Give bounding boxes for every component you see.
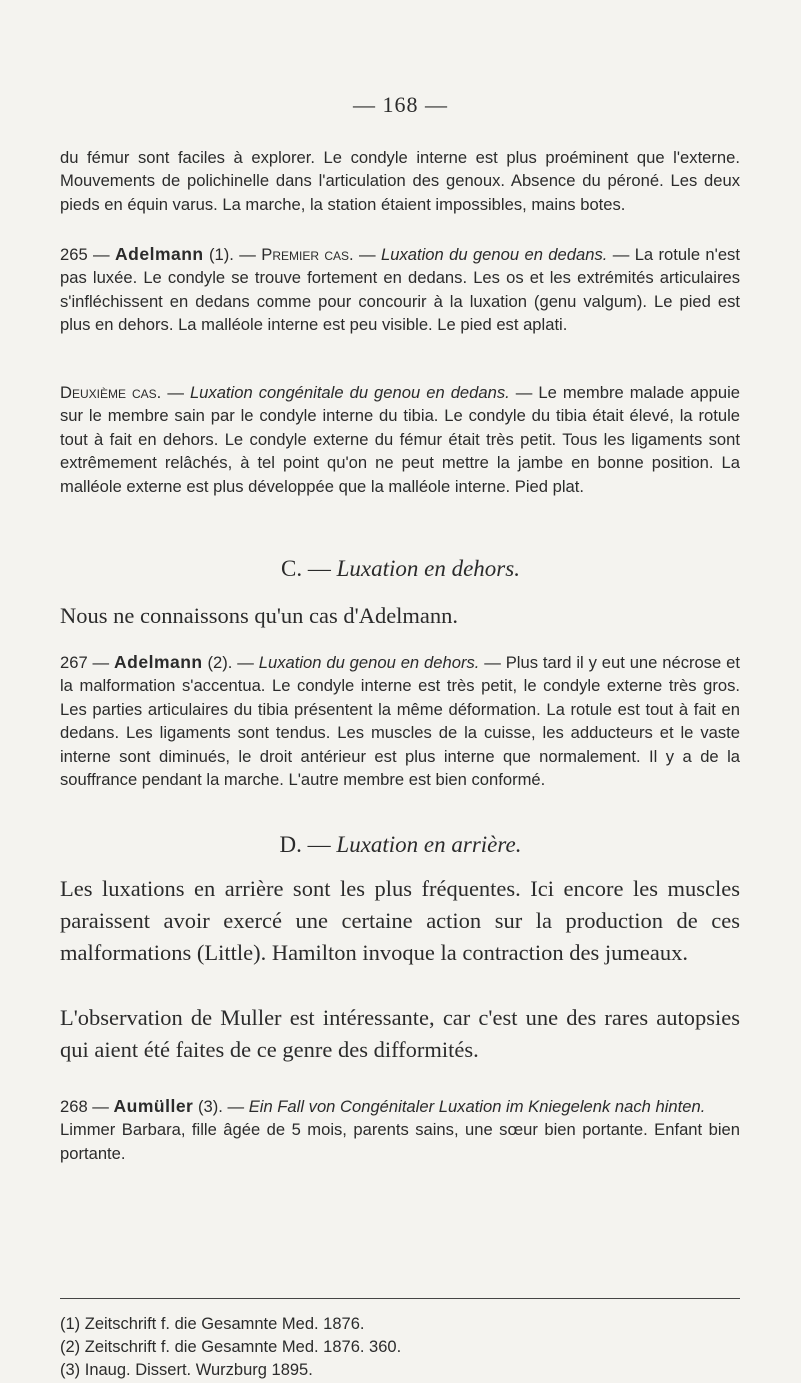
case-number: 267 —	[60, 653, 115, 672]
case-267	[60, 651, 740, 791]
case-268-heading	[60, 1095, 740, 1118]
case-number: 268 —	[60, 1097, 114, 1116]
case-ref: (3). —	[193, 1097, 249, 1116]
case-label: Premier cas.	[261, 245, 354, 264]
case-265	[60, 243, 740, 337]
case-author: Adelmann	[114, 652, 203, 672]
case-265-second	[60, 381, 740, 498]
case-title: Luxation du genou en dedans.	[381, 245, 608, 264]
case-title: Luxation congénitale du genou en dedans.	[189, 383, 510, 402]
footnote-1: (1) Zeitschrift f. die Gesamnte Med. 1876.	[60, 1315, 365, 1333]
case-265-text	[60, 243, 740, 337]
case-267-text	[60, 651, 740, 791]
case-title: Ein Fall von Congénitaler Luxation im Kniegelenk nach hinten.	[248, 1097, 706, 1116]
paragraph-intro	[60, 146, 740, 216]
case-sep: —	[161, 383, 190, 402]
case-268	[60, 1095, 740, 1165]
section-c-sentence: Nous ne connaissons qu'un cas d'Adelmann.	[60, 603, 459, 628]
section-title: Luxation en arrière.	[336, 832, 522, 857]
section-c-heading	[0, 556, 801, 582]
page-number: — 168 —	[353, 92, 448, 117]
footnote-2: (2) Zeitschrift f. die Gesamnte Med. 1876. 360.	[60, 1338, 402, 1356]
footnote-divider	[60, 1298, 740, 1299]
case-268-body: Limmer Barbara, fille âgée de 5 mois, parents sains, une sœur bien portante. Enfant bien portante.	[60, 1120, 740, 1163]
case-sep: —	[353, 245, 381, 264]
case-body: — La rotule n'est pas luxée. Le condyle se trouve fortement en dedans. Les os et les extrémités articulaires s'infléchissent en dedans comme pour concourir à la luxation (genu valgum). Le pied est plus en dehors. La malléole interne est peu visible. Le pied est aplati.	[60, 245, 740, 335]
paragraph-intro-text: du fémur sont faciles à explorer. Le condyle interne est plus proéminent que l'externe. Mouvements de polichinelle dans l'articulation des genoux. Absence du péroné. Les deux pieds en équin varus. La marche, la station étaient impossibles, mains botes.	[60, 148, 740, 214]
case-body: — Plus tard il y eut une nécrose et la malformation s'accentua. Le condyle interne est très petit, le condyle externe très gros. Les parties articulaires du tibia présentent la même déformation. La rotule est tout à fait en dedans. Les ligaments sont tendus. Les muscles de la cuisse, les adducteurs et le vaste interne sont diminués, le droit antérieur est plus interne que normalement. Il y a de la souffrance pendant la marche. L'autre membre est bien conformé.	[60, 653, 740, 790]
case-body: — Le membre malade appuie sur le membre sain par le condyle interne du tibia. Le condyle du tibia était élevé, la rotule tout à fait en dehors. Le condyle externe du fémur était très petit. Tous les ligaments sont extrêmement relâchés, à tel point qu'on ne peut mettre la jambe en bonne position. La malléole externe est plus développée que la malléole interne. Pied plat.	[60, 383, 740, 496]
case-number: 265 —	[60, 245, 116, 264]
section-d-heading	[0, 832, 801, 858]
section-d-paragraph-2: L'observation de Muller est intéressante, car c'est une des rares autopsies qui aient été faites de ce genre des difformités.	[60, 1005, 740, 1062]
case-265-second-text	[60, 381, 740, 498]
case-author: Adelmann	[115, 244, 204, 264]
section-title: Luxation en dehors.	[336, 556, 520, 581]
case-ref: (1). —	[203, 245, 262, 264]
case-ref: (2). —	[202, 653, 259, 672]
section-d-paragraph-1: Les luxations en arrière sont les plus fréquentes. Ici encore les muscles paraissent avoir exercé une certaine action sur la production de ces malformations (Little). Hamilton invoque la contraction des jumeaux.	[60, 876, 740, 965]
case-title: Luxation du genou en dehors.	[258, 653, 480, 672]
case-label: Deuxième cas.	[60, 383, 162, 402]
case-author: Aumüller	[113, 1096, 194, 1116]
footnote-3: (3) Inaug. Dissert. Wurzburg 1895.	[60, 1361, 313, 1379]
section-prefix: C. —	[281, 556, 337, 581]
section-prefix: D. —	[279, 832, 337, 857]
